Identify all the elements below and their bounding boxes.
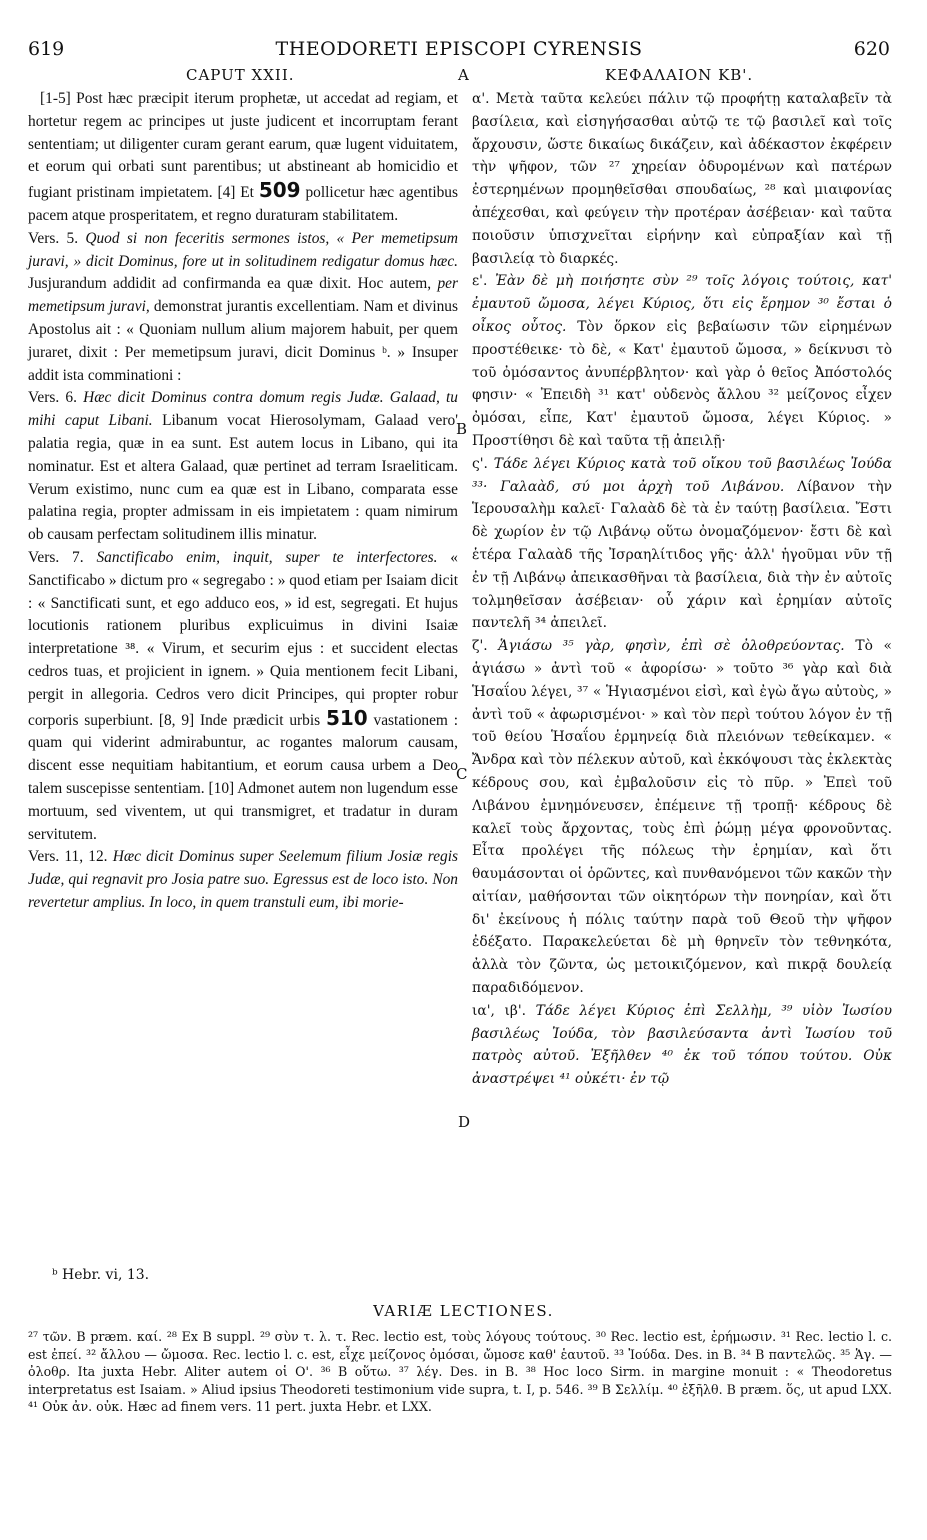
verse-label: Vers. 6. — [28, 389, 77, 407]
latin-text: [1-5] Post hæc præcipit iterum prophetæ, ut accedat ad regiam, et hortetur regem ac principes ut juste judicent et incorruptam ferant sententiam; ut diligenter curam gerant earum, quæ lugent viduitatem, et eorum qui orbati sunt parentibus; ut abstineant ab homicidio et fugiant pristinam impietatem. [4] Et — [28, 90, 458, 202]
greek-paragraph — [472, 88, 892, 270]
column-letter-c: C — [456, 765, 468, 783]
latin-text: Jusjurandum addidit ad confirmanda ea quæ dixit. Hoc autem, — [28, 275, 432, 293]
latin-column — [28, 88, 458, 915]
verse-label: ε'. — [472, 273, 488, 290]
column-letter-a: A — [458, 66, 470, 84]
latin-paragraph — [28, 88, 458, 228]
variae-lectiones-text: ²⁷ τῶν. B præm. καί. ²⁸ Ex B suppl. ²⁹ σὺν τ. λ. τ. Rec. lectio est, τοὺς λόγους τούτους. ³⁰ Rec. lectio est, ἐρήμωσιν. ³¹ Rec. lectio l. c. est ἐπεί. ³² ἄλλου — ὤμοσα. Rec. lectio l. c. est, εἶχε μείζονος ὀμόσαι, ὤμοσε καθ' ἑαυτοῦ. ³³ Ἰούδα. Des. in B. ³⁴ B παντελῶς. ³⁵ Ἁγ. — ὀλοθρ. Ita juxta Hebr. Aliter autem οἱ Ο'. ³⁶ B οὕτω. ³⁷ λέγ. Des. in B. ³⁸ Hoc loco Sirm. in margine monuit : « Theodoretus interpretatus est Isaiam. » Aliud ipsius Theodoreti testimonium vide supra, t. I, p. 546. ³⁹ B Σελλίμ. ⁴⁰ ἐξῆλθ. B præm. ὅς, ut apud LXX. ⁴¹ Οὐκ ἀν. οὐκ. Hæc ad finem vers. 11 pert. juxta Hebr. et LXX. — [28, 1329, 892, 1414]
greek-text: α'. Μετὰ ταῦτα κελεύει πάλιν τῷ προφήτῃ καταλαβεῖν τὰ βασίλεια, καὶ εἰσηγήσασθαι αὐτῷ τε τῷ βασιλεῖ καὶ τοῖς ἄρχουσιν, ὥστε δικαίως δικάζειν, καὶ ἀδέκαστον ἐκφέρειν τὴν ψῆφον, τῶν ²⁷ χηρείαν ὀδυρομένων καὶ πατέρων ἐστερημένων προμηθεῖσθαι σπουδαίως, ²⁸ καὶ μιαιφονίας ἀπέχεσθαι, καὶ φεύγειν τὴν προτέραν ἀσέβειαν· καὶ ταῦτα ποιοῦσιν ὑπισχνεῖται εἰρήνην καὶ εὐπραξίαν καὶ τῇ βασιλείᾳ τὸ διαρκές. — [472, 91, 892, 267]
page-header — [28, 38, 890, 62]
greek-quote: Ἁγιάσω ³⁵ γὰρ, φησὶν, ἐπὶ σὲ ὀλοθρεύοντας. — [498, 638, 845, 655]
column-letter-b: B — [456, 420, 468, 438]
latin-paragraph — [28, 387, 458, 547]
verse-label: ια', ιβ'. — [472, 1002, 527, 1019]
latin-quote: Quod si non feceritis sermones istos, « Per memetipsum juravi, » dicit Dominus, fore ut in solitudinem redigatur domus hæc. — [28, 229, 458, 270]
greek-paragraph — [472, 453, 892, 635]
greek-column — [472, 88, 892, 1091]
column-number-510: 510 — [325, 705, 368, 730]
verse-label: Vers. 11, 12. — [28, 848, 108, 866]
latin-paragraph — [28, 547, 458, 846]
latin-text: « Sanctificabo » dictum pro « segregabo : » quod etiam per Isaiam dicit : « Sanctificati sunt, et ego adduco eos, » id est, segregati. Et hujus locutionis rationem pluribus explicuimus in divini Isaiæ interpretatione ³⁸. « Virum, et securim ejus : et succident electas cedros tuas, et projicient in ignem. » Quia mentionem fecit Libani, pergit in allegoria. Cedros vero dicit Principes, qui propter robur corporis superbiunt. [8, 9] Inde prædicit urbis — [28, 548, 458, 729]
column-letter-d: D — [458, 1113, 471, 1131]
greek-quote: Ἐὰν δὲ μὴ ποιήσητε σὺν ²⁹ τοῖς λόγοις τούτοις, κατ' ἐμαυτοῦ ὤμοσα, λέγει Κύριος, ὅτι εἰς ἔρημον ³⁰ ἔσται ὁ οἶκος οὗτος. — [472, 273, 893, 335]
greek-text: Λίβανον τὴν Ἱερουσαλὴμ καλεῖ· Γαλαὰδ δὲ τὰ ἐν ταύτῃ βασίλεια. Ἔστι δὲ χωρίον ἐν τῷ Λιβάνῳ οὕτω ὀνομαζόμενον· ἔστι δὲ καὶ ἑτέρα Γαλαὰδ τῆς Ἰσραηλίτιδος γῆς· ἀλλ' ἡγοῦμαι νῦν τῇ ἐν τῇ Λιβάνῳ ἀπεικασθῆναι τὰ βασίλεια, διὰ τὴν ἐν αὐτοῖς τολμηθεῖσαν ἀσέβειαν· οὗ χάριν καὶ ἐρημίαν αὐτοῖς παντελῆ ³⁴ ἀπειλεῖ. — [472, 478, 893, 632]
page-number-left: 619 — [28, 38, 65, 60]
verse-label: Vers. 5. — [28, 229, 79, 247]
greek-paragraph — [472, 1000, 892, 1091]
latin-quote: Hæc dicit Dominus contra domum regis Judæ. Galaad, tu mihi caput Libani. — [28, 389, 458, 430]
greek-paragraph — [472, 270, 892, 452]
running-title: THEODORETI EPISCOPI CYRENSIS — [275, 38, 643, 60]
latin-text: Libanum vocat Hierosolymam, Galaad vero' palatia regia, quæ in ea sunt. Est autem locus in Libano, qui ita nominatur. Est et altera Galaad, quæ pertinet ad terram Israeliticam. Verum existimo, nunc cum ea quæ est in Libano, comparata esse palatina regia, propter admissam in eis impietatem : quam nimirum ob causam perfectam solitudinem illis minatur. — [28, 412, 458, 544]
greek-text: Τὸν ὅρκον εἰς βεβαίωσιν τῶν εἰρημένων προστέθεικε· τὸ δὲ, « Κατ' ἐμαυτοῦ ὤμοσα, » δείκνυσι τὸ τοῦ ὀμόσαντος ἀνυπέρβλητον· καὶ γὰρ ὁ θεῖος Ἀπόστολός φησιν· « Ἐπειδὴ ³¹ κατ' οὐδενὸς ἄλλου ³² μείζονος εἶχεν ὀμόσαι, εἶπε, Κατ' ἐμαυτοῦ ὤμοσα, λέγει Κύριος. » Προστίθησι δὲ καὶ ταῦτα τῇ ἀπειλῇ· — [472, 318, 892, 449]
greek-text: Τὸ « ἁγιάσω » ἀντὶ τοῦ « ἀφορίσω· » τοῦτο ³⁶ γὰρ καὶ διὰ Ἡσαΐου λέγει, ³⁷ « Ἡγιασμένοι εἰσὶ, καὶ ἐγὼ ἄγω αὐτοὺς, » ἀντὶ τοῦ « ἀφωρισμένοι· » καὶ τὸν περὶ τούτου λόγον ἐν τῇ τοῦ θείου Ἡσαΐου ἑρμηνείᾳ διὰ πλειόνων τεθείκαμεν. « Ἄνδρα καὶ τὸν πέλεκυν αὐτοῦ, καὶ ἐκκόψουσι τὰς ἐκλεκτὰς κέδρους σου, καὶ ἐμβαλοῦσιν εἰς τὸ πῦρ. » Ἐπεὶ τοῦ Λιβάνου ἐμνημόνευσεν, ἐπέμεινε τῇ τροπῇ· κέδρους δὲ καλεῖ τοὺς ἄρχοντας, τοὺς ἐπὶ ῥώμῃ μέγα φρονοῦντας. Εἶτα προλέγει τῆς πόλεως τὴν ἐρημίαν, καὶ ὅτι θαυμάσονται οἱ ὁρῶντες, καὶ πυνθανόμενοι τῶν κακῶν τὴν αἰτίαν, μαθήσονται τῶν οἰκητόρων τὴν πονηρίαν, καὶ ὅτι δι' ἐκείνους ἡ πόλις ταύτην παρὰ τοῦ Θεοῦ τὴν ψῆφον ἐδέξατο. Παρακελεύεται δὲ μὴ θρηνεῖν τὸν τεθνηκότα, ἀλλὰ τὸν ζῶντα, ὡς μετοικιζόμενον, καὶ πικρᾷ δουλείᾳ παραδιδόμενον. — [472, 638, 893, 997]
kephalaion-heading: ΚΕΦΑΛΑΙΟΝ ΚΒ'. — [605, 66, 754, 84]
variae-lectiones-title: VARIÆ LECTIONES. — [373, 1302, 554, 1320]
verse-label: ς'. — [472, 455, 488, 472]
greek-quote: Τάδε λέγει Κύριος ἐπὶ Σελλὴμ, ³⁹ υἱὸν Ἰωσίου βασιλέως Ἰούδα, τὸν βασιλεύσαντα ἀντὶ Ἰωσίου τοῦ πατρὸς αὐτοῦ. Ἐξῆλθεν ⁴⁰ ἐκ τοῦ τόπου τούτου. Οὐκ ἀναστρέψει ⁴¹ οὐκέτι· ἐν τῷ — [472, 1002, 892, 1088]
page-number-right: 620 — [853, 38, 890, 60]
greek-quote: Τάδε λέγει Κύριος κατὰ τοῦ οἴκου τοῦ βασιλέως Ἰούδα ³³· Γαλαὰδ, σύ μοι ἀρχὴ τοῦ Λιβάνου. — [472, 455, 892, 495]
latin-text: vastationem : quam qui viderint admirabuntur, ac rogantes malorum causam, discent esse nequitiam habitantium, et eorum causa urbem a Deo talem suscepisse sententiam. [10] Admonet autem non lugendum esse mortuum, sed viventem, ut qui transmigret, et tradatur in duram servitutem. — [28, 711, 458, 843]
latin-paragraph — [28, 228, 458, 388]
column-number-509: 509 — [258, 178, 301, 203]
caput-heading: CAPUT XXII. — [186, 66, 295, 84]
latin-quote: Hæc dicit Dominus super Seelemum filium Josiæ regis Judæ, qui regnavit pro Josia patre suo. Egressus est de loco isto. Non revertetur amplius. In loco, in quem transtuli eum, ibi morie- — [28, 848, 458, 911]
greek-paragraph — [472, 635, 892, 1000]
latin-text: demonstrat jurantis excellentiam. Nam et divinus Apostolus ait : « Quoniam nullum alium majorem habuit, per quem juraret, dixit : Per memetipsum juravi, dicit Dominus ᵇ. » Insuper addit ista comminationi : — [28, 298, 458, 384]
latin-quote: per memetipsum juravi, — [28, 275, 458, 316]
verse-label: ζ'. — [472, 638, 488, 655]
latin-quote: Sanctificabo enim, inquit, super te interfectores. — [96, 548, 438, 566]
footnote: ᵇ Hebr. vi, 13. — [52, 1267, 150, 1283]
latin-text: pollicetur hæc agentibus pacem atque prosperitatem, et regno duraturam stabilitatem. — [28, 184, 458, 224]
latin-paragraph — [28, 846, 458, 914]
verse-label: Vers. 7. — [28, 548, 84, 566]
